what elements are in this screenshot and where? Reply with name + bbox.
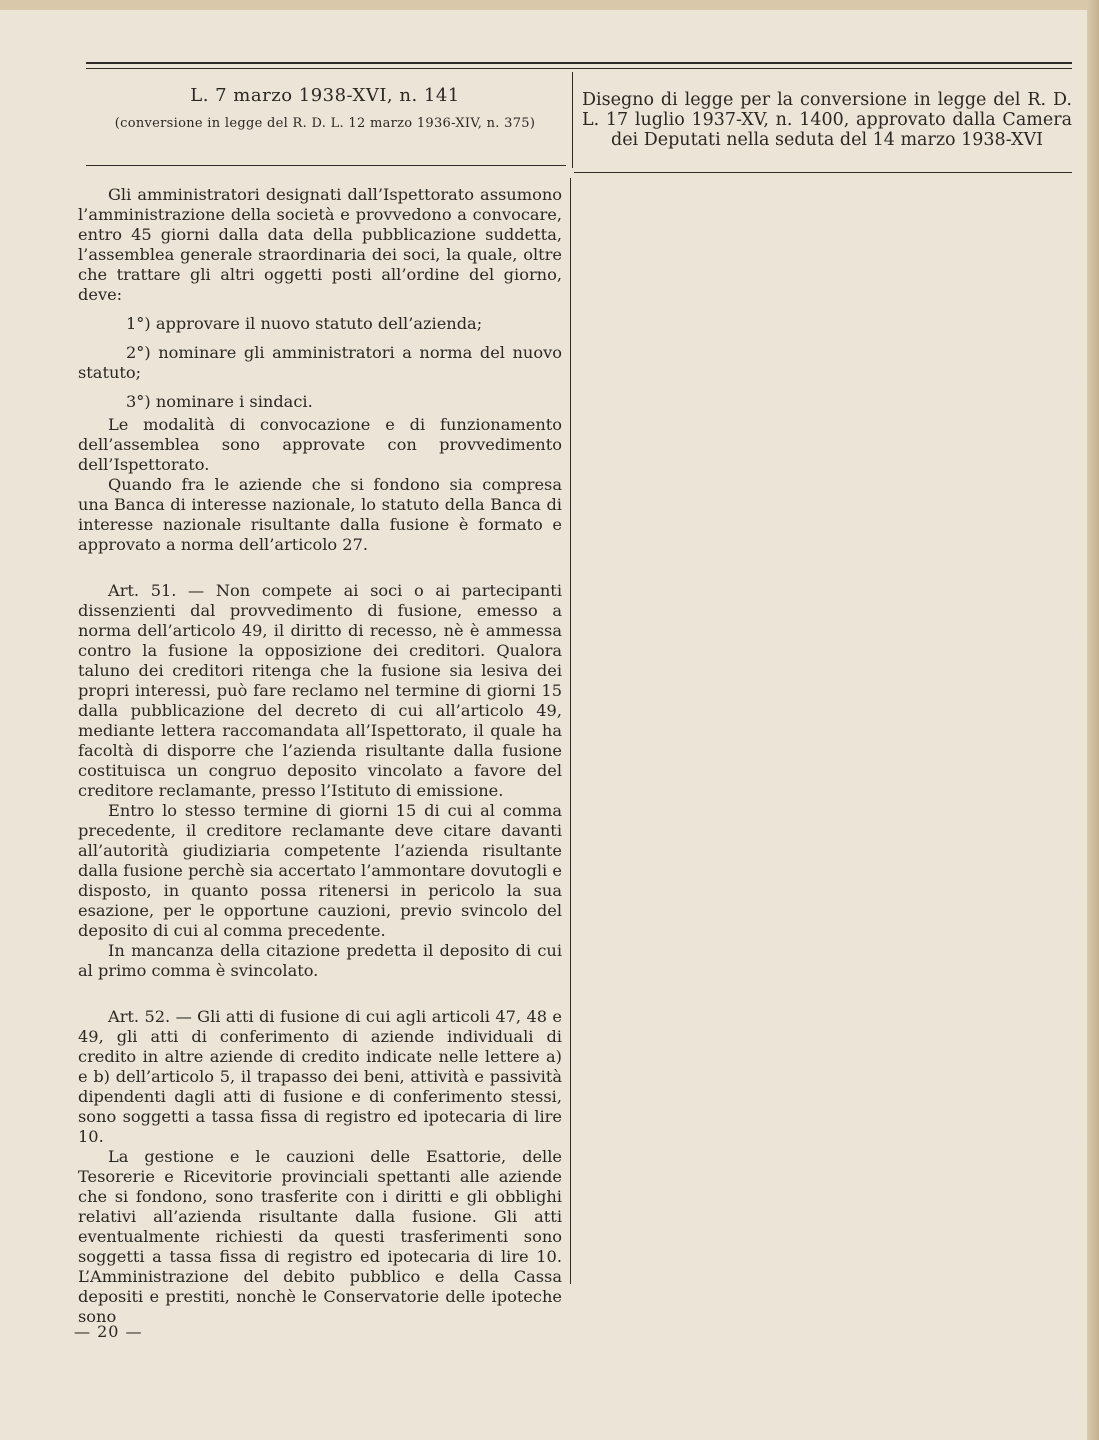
header-left-subtitle: (conversione in legge del R. D. L. 12 marzo 1936-XIV, n. 375) [114, 116, 536, 131]
article-52: Art. 52. — Gli atti di fusione di cui agli articoli 47, 48 e 49, gli atti di conferimento di aziende individuali di credito in altre aziende di credito indicate nelle lettere a) e b) dell’articolo 5, il trapasso dei beni, attività e passività dipendenti dagli atti di fusione e di conferimento stessi, sono soggetti a tassa fissa di registro ed ipotecaria di lire 10. [78, 1007, 562, 1146]
header-left-title: L. 7 marzo 1938-XVI, n. 141 [190, 85, 460, 106]
article-51: Art. 51. — Non compete ai soci o ai partecipanti dissenzienti dal provvedimento di fusione, emesso a norma dell’articolo 49, il diritto di recesso, nè è ammessa contro la fusione la opposizione dei creditori. Qualora taluno dei creditori ritenga che la fusione sia lesiva dei propri interessi, può fare reclamo nel termine di giorni 15 dalla pubblicazione del decreto di cui all’articolo 49, mediante lettera raccomandata all’Ispettorato, il quale ha facoltà di disporre che l’azienda risultante dalla fusione costituisca un congruo deposito vincolato a favore del creditore reclamante, presso l’Istituto di emissione. [78, 581, 562, 800]
header-column-divider [572, 72, 573, 168]
header-right-title: Disegno di legge per la conversione in legge del R. D. L. 17 luglio 1937-XV, n. 1400, approvato dalla Camera dei Deputati nella seduta del 14 marzo 1938-XVI [582, 90, 1072, 150]
page-top-edge [0, 0, 1099, 10]
paragraph: Gli amministratori designati dall’Ispettorato assumono l’amministrazione della società e provvedono a convocare, entro 45 giorni dalla data della pubblicazione suddetta, l’assemblea generale straordinaria dei soci, la quale, oltre che trattare gli altri oggetti posti all’ordine del giorno, deve: [78, 185, 562, 304]
body-column-divider [570, 178, 571, 1284]
header-left [80, 85, 570, 131]
list-item: 2°) nominare gli amministratori a norma del nuovo statuto; [78, 343, 562, 382]
paragraph: Quando fra le aziende che si fondono sia compresa una Banca di interesse nazionale, lo statuto della Banca di interesse nazionale risultante dalla fusione è formato e approvato a norma dell’articolo 27. [78, 475, 562, 554]
page-number: — 20 — [74, 1322, 143, 1341]
paragraph: Le modalità di convocazione e di funzionamento dell’assemblea sono approvate con provvedimento dell’Ispettorato. [78, 415, 562, 474]
list-item: 1°) approvare il nuovo statuto dell’azienda; [126, 314, 483, 333]
list-item: 3°) nominare i sindaci. [126, 392, 313, 411]
paragraph: La gestione e le cauzioni delle Esattorie, delle Tesorerie e Ricevitorie provinciali spettanti alle aziende che si fondono, sono trasferite con i diritti e gli obblighi relativi all’azienda risultante dalla fusione. Gli atti eventualmente richiesti da questi trasferimenti sono soggetti a tassa fissa di registro ed ipotecaria di lire 10. L’Amministrazione del debito pubblico e della Cassa depositi e prestiti, nonchè le Conservatorie delle ipoteche sono [78, 1147, 562, 1326]
paragraph: In mancanza della citazione predetta il deposito di cui al primo comma è svincolato. [78, 941, 562, 980]
left-column-text [78, 185, 562, 1327]
header-top-rule-thin [86, 68, 1072, 69]
header-bottom-rule-right [574, 172, 1072, 173]
paragraph: Entro lo stesso termine di giorni 15 di cui al comma precedente, il creditore reclamante deve citare davanti all’autorità giudiziaria competente l’azienda risultante dalla fusione perchè sia accertato l’ammontare dovutogli e disposto, in quanto possa ritenersi in pericolo la sua esazione, per le opportune cauzioni, previo svincolo del deposito di cui al comma precedente. [78, 801, 562, 940]
header-bottom-rule-left [86, 165, 566, 166]
header-top-rule [86, 62, 1072, 64]
page-right-edge [1087, 0, 1099, 1440]
